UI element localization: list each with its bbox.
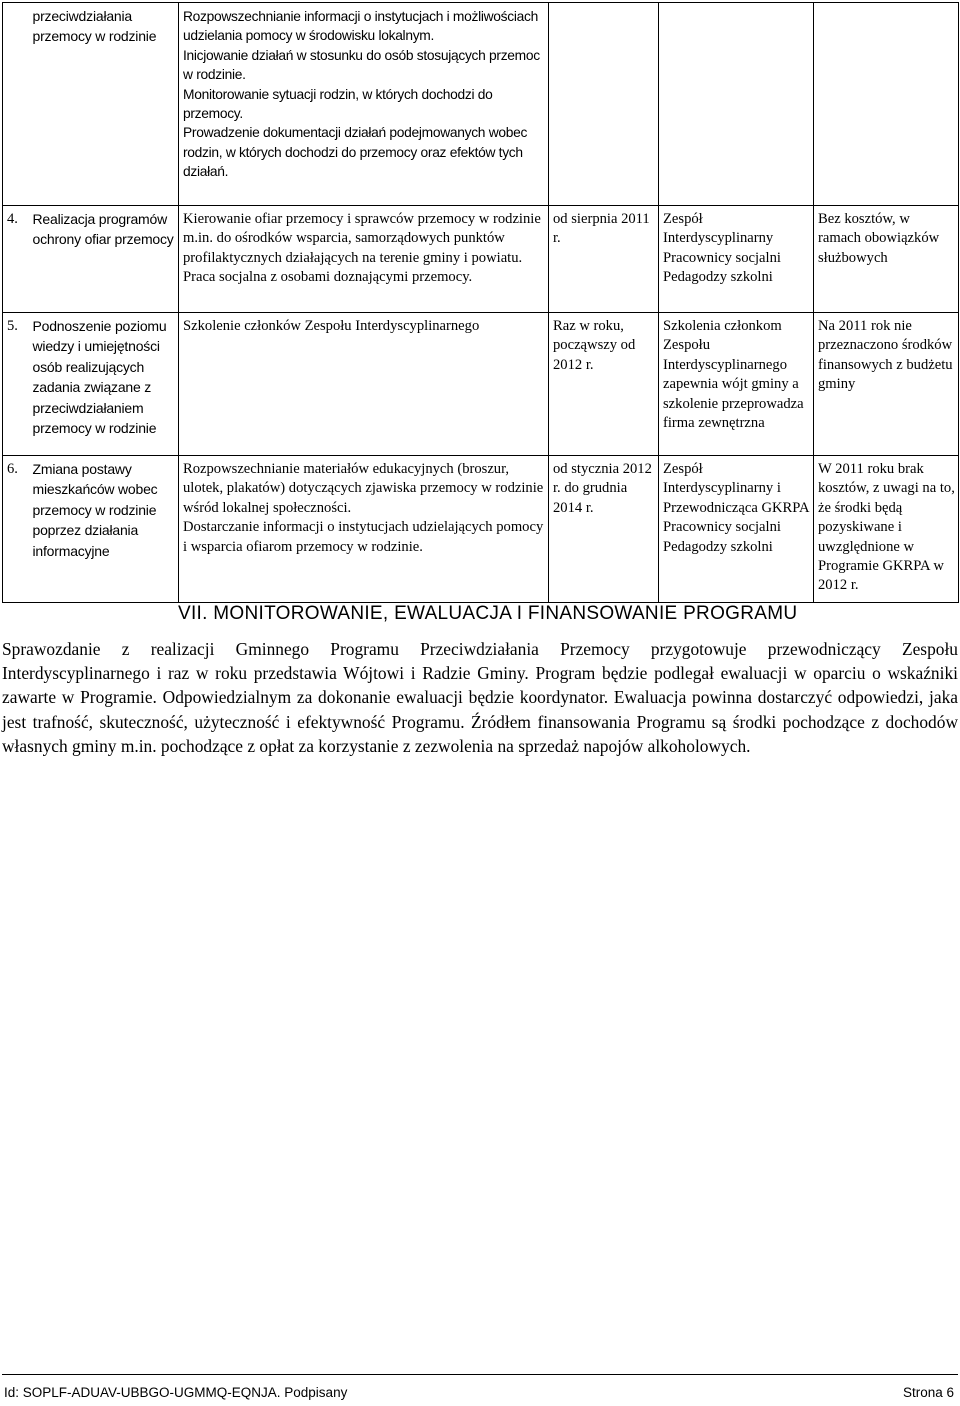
row-number: 4. bbox=[3, 206, 31, 313]
row-tasks bbox=[179, 3, 549, 206]
row-financing bbox=[814, 3, 959, 206]
row-goal: Realizacja programów ochrony ofiar przemocy bbox=[31, 206, 179, 313]
row-goal: Podnoszenie poziomu wiedzy i umiejętności osób realizujących zadania związane z przeciwdziałaniem przemocy w rodzinie bbox=[31, 313, 179, 456]
row-tasks bbox=[179, 313, 549, 456]
section-paragraph: Sprawozdanie z realizacji Gminnego Programu Przeciwdziałania Przemocy przygotowuje przewodniczący Zespołu Interdyscyplinarnego i raz w roku przedstawia Wójtowi i Radzie Gminy. Program będzie podlegał ewaluacji w oparciu o wskaźniki zawarte w Programie. Odpowiedzialnym za dokonanie ewaluacji będzie koordynator. Ewaluacja powinna dostarczyć odpowiedzi, jaka jest trafność, skuteczność, użyteczność i efektywność Programu. Źródłem finansowania Programu są środki pochodzące z dochodów własnych gminy m.in. pochodzące z opłat za korzystanie z zezwolenia na sprzedaż napojów alkoholowych. bbox=[2, 639, 958, 756]
task-item: Rozpowszechnianie informacji o instytucjach i możliwościach udzielania pomocy w środowisku lokalnym. bbox=[183, 9, 538, 44]
row-tasks bbox=[179, 206, 549, 313]
document-id: Id: SOPLF-ADUAV-UBBGO-UGMMQ-EQNJA. Podpisany bbox=[4, 1385, 348, 1400]
row-goal: Zmiana postawy mieszkańców wobec przemocy w rodzinie poprzez działania informacyjne bbox=[31, 456, 179, 603]
row-responsible: Zespół Interdyscyplinarny i Przewodnicząca GKRPA Pracownicy socjalni Pedagodzy szkolni bbox=[659, 456, 814, 603]
row-financing: Bez kosztów, w ramach obowiązków służbowych bbox=[814, 206, 959, 313]
program-table bbox=[2, 2, 959, 603]
table-row bbox=[3, 206, 959, 313]
row-term: Raz w roku, począwszy od 2012 r. bbox=[549, 313, 659, 456]
section-heading: VII. MONITOROWANIE, EWALUACJA I FINANSOWANIE PROGRAMU bbox=[178, 603, 798, 624]
page-footer bbox=[2, 1374, 958, 1405]
row-number: 6. bbox=[3, 456, 31, 603]
table-row bbox=[3, 3, 959, 206]
row-term: od stycznia 2012 r. do grudnia 2014 r. bbox=[549, 456, 659, 603]
task-item: Rozpowszechnianie materiałów edukacyjnych (broszur, ulotek, plakatów) dotyczących zjawiska przemocy w rodzinie wśród lokalnej społeczności. bbox=[183, 461, 544, 516]
row-number: 5. bbox=[3, 313, 31, 456]
row-responsible: Szkolenia członkom Zespołu Interdyscyplinarnego zapewnia wójt gminy a szkolenie przeprowadza firma zewnętrzna bbox=[659, 313, 814, 456]
table-row bbox=[3, 456, 959, 603]
task-item: Szkolenie członków Zespołu Interdyscyplinarnego bbox=[183, 318, 480, 334]
row-tasks bbox=[179, 456, 549, 603]
task-item: Inicjowanie działań w stosunku do osób stosujących przemoc w rodzinie. bbox=[183, 47, 540, 83]
task-item: Praca socjalna z osobami doznającymi przemocy. bbox=[183, 269, 473, 286]
row-term bbox=[549, 3, 659, 206]
row-term: od sierpnia 2011 r. bbox=[549, 206, 659, 313]
task-item: Prowadzenie dokumentacji działań podejmowanych wobec rodzin, w których dochodzi do przemocy oraz efektów tych działań. bbox=[183, 125, 528, 180]
row-responsible: Zespół Interdyscyplinarny Pracownicy socjalni Pedagodzy szkolni bbox=[659, 206, 814, 313]
row-goal: przeciwdziałania przemocy w rodzinie bbox=[31, 3, 179, 206]
row-financing: Na 2011 rok nie przeznaczono środków finansowych z budżetu gminy bbox=[814, 313, 959, 456]
page-number: Strona 6 bbox=[902, 1385, 954, 1400]
task-item: Kierowanie ofiar przemocy i sprawców przemocy w rodzinie m.in. do ośrodków wsparcia, samorządowych punktów profilaktycznych działających na terenie gminy i powiatu. bbox=[183, 211, 541, 266]
row-financing: W 2011 roku brak kosztów, z uwagi na to, że środki będą pozyskiwane i uwzględnione w Programie GKRPA w 2012 r. bbox=[814, 456, 959, 603]
row-responsible bbox=[659, 3, 814, 206]
task-item: Monitorowanie sytuacji rodzin, w których dochodzi do przemocy. bbox=[183, 86, 493, 122]
task-item: Dostarczanie informacji o instytucjach udzielających pomocy i wsparcia ofiarom przemocy w rodzinie. bbox=[183, 519, 544, 555]
row-number bbox=[3, 3, 31, 206]
table-row bbox=[3, 313, 959, 456]
